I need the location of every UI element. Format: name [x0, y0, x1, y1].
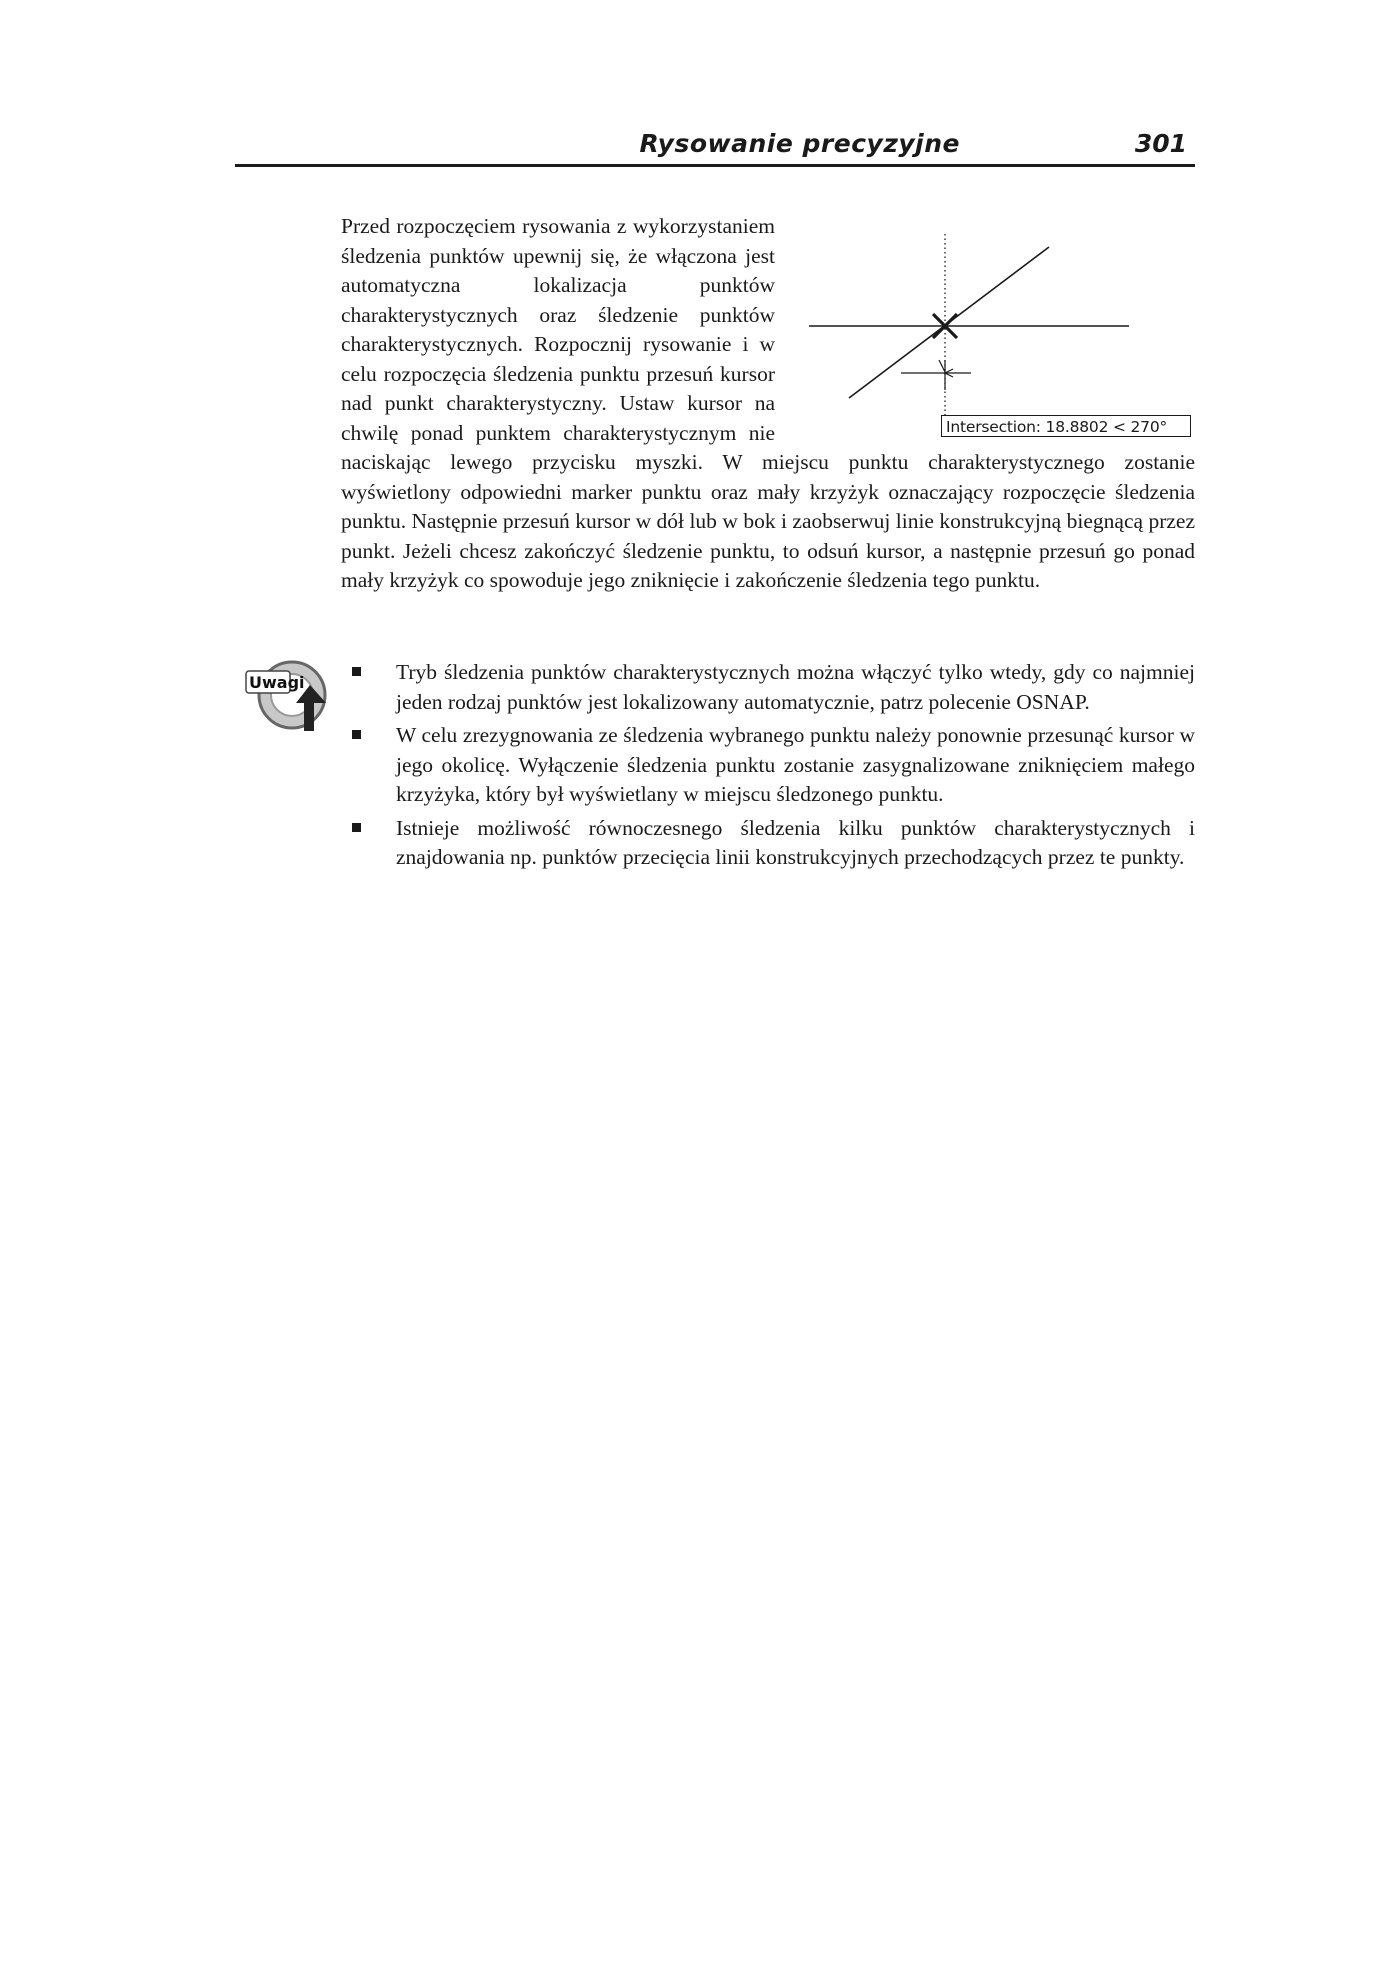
bullet-square-icon	[352, 730, 361, 739]
note-text: Istnieje możliwość równoczesnego śledzenia kilku punktów charakterystycznych i znajdowania np. punktów przecięcia linii konstrukcyjnych przechodzących przez te punkty.	[396, 815, 1195, 869]
list-item	[343, 658, 1195, 717]
note-icon-label: Uwagi	[249, 673, 305, 692]
intersection-tooltip: Intersection: 18.8802 < 270°	[941, 415, 1191, 437]
list-item	[343, 814, 1195, 873]
page-number: 301	[1134, 129, 1187, 158]
cursor-pointer-icon	[939, 360, 945, 372]
tracking-diagram	[809, 212, 1195, 437]
tracking-figure	[809, 212, 1195, 437]
notes-list	[343, 658, 1195, 877]
bullet-square-icon	[352, 667, 361, 676]
uwagi-note-icon	[240, 655, 340, 735]
page-header	[235, 118, 1195, 167]
note-text: Tryb śledzenia punktów charakterystycznych można włączyć tylko wtedy, gdy co najmniej jeden rodzaj punktów jest lokalizowany automatycznie, patrz polecenie OSNAP.	[396, 660, 1195, 714]
main-paragraph: Przed rozpoczęciem rysowania z wykorzystaniem śledzenia punktów upewnij się, że włączona jest automatyczna lokalizacja punktów charakterystycznych oraz śledzenie punktów charakterystycznych. Rozpocznij rysowanie i w celu rozpoczęcia śledzenia punktu przesuń kursor nad punkt charakterystyczny. Ustaw kursor na chwilę ponad punktem charakterystycznym nie naciskając lewego przycisku myszki. W miejscu punktu charakterystycznego zostanie wyświetlony odpowiedni marker punktu oraz mały krzyżyk oznaczający rozpoczęcie śledzenia punktu. Następnie przesuń kursor w dół lub w bok i zaobserwuj linie konstrukcyjną biegnącą przez punkt. Jeżeli chcesz zakończyć śledzenie punktu, to odsuń kursor, a następnie przesuń go ponad mały krzyżyk co spowoduje jego zniknięcie i zakończenie śledzenia tego punktu.	[341, 214, 1195, 592]
running-header-title: Rysowanie precyzyjne	[639, 129, 960, 158]
note-text: W celu zrezygnowania ze śledzenia wybranego punktu należy ponownie przesunąć kursor w jego okolicę. Wyłączenie śledzenia punktu zostanie zasygnalizowane zniknięciem małego krzyżyka, który był wyświetlany w miejscu śledzonego punktu.	[396, 723, 1195, 806]
list-item	[343, 721, 1195, 810]
bullet-square-icon	[352, 823, 361, 832]
tracking-cross-icon-b	[945, 373, 953, 377]
main-paragraph-block	[341, 212, 1195, 596]
